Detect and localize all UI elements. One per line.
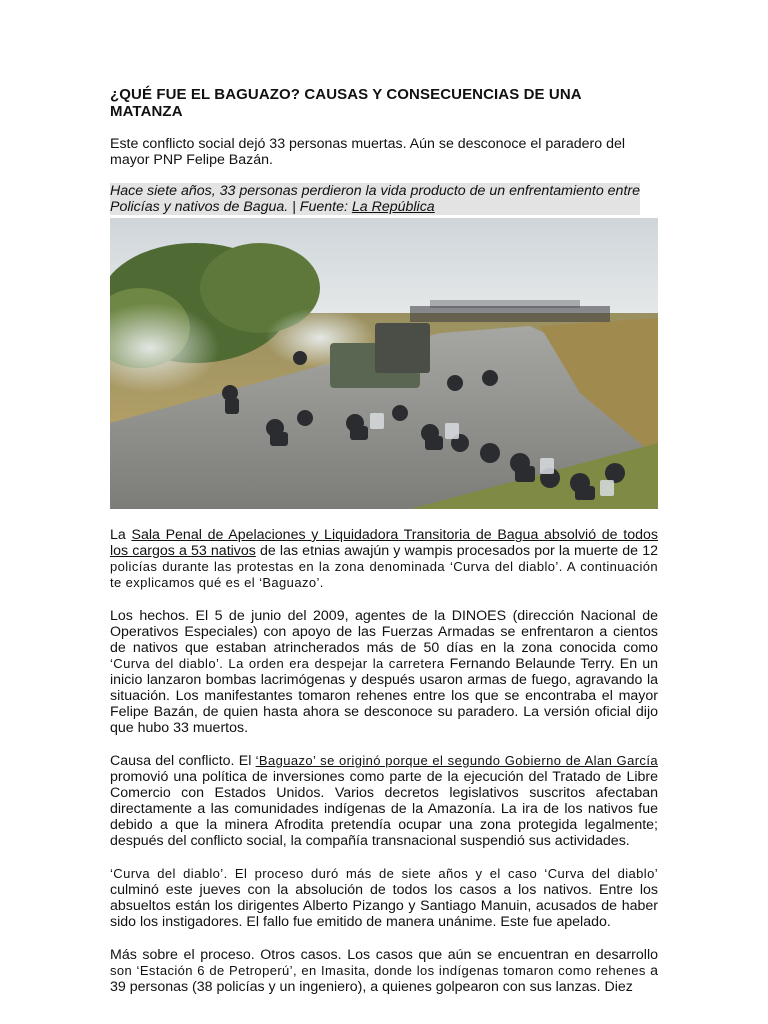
paragraph-1-text-c: policías durante las protestas en la zona denominada ‘Curva del diablo’. A continuación te explicamos qué es el ‘Baguazo’. [110,559,658,590]
paragraph-5-text-b: son ‘Estación 6 de Petroperú’, en Imasita, donde los indígenas tomaron como rehenes [110,963,646,978]
paragraph-2-text-a: Los hechos. El 5 de junio del 2009, agentes de la DINOES (dirección Nacional de Operativos Especiales) con apoyo de las Fuerzas Armadas se enfrentaron a cientos de nativos que estaban atrincherados más de 50 días en la zona conocida como [110,608,658,656]
paragraph-5-text-c: a 39 personas (38 policías y un ingeniero), a quienes golpearon con sus lanzas. Diez [110,963,658,995]
sala-penal-link[interactable]: Sala Penal de Apelaciones y Liquidadora Transitoria de Bagua absolvió de todos los cargos a 53 nativos [110,527,658,559]
paragraph-4-text-a: ‘Curva del diablo’. El proceso duró más de siete años y el caso ‘Curva del diablo’ [110,866,658,881]
paragraph-1-text-a: La [110,527,132,543]
paragraph-3-text-b: promovió una política de inversiones como parte de la ejecución del Tratado de Libre Comercio con Estados Unidos. Varios decretos legislativos suscritos afectaban directamente a las comunidades indígenas de la Amazonía. La ira de los nativos fue debido a que la minera Afrodita pretendía ocupar una zona protegida legalmente; después del conflicto social, la compañía transnacional suspendió sus actividades. [110,769,658,849]
caption-source-link[interactable]: La República [351,199,435,215]
paragraph-5-text-a: Más sobre el proceso. Otros casos. Los casos que aún se encuentran en desarrollo [110,947,658,963]
paragraph-4 [110,866,658,930]
paragraph-4-text-b: culminó este jueves con la absolución de todos los casos a los nativos. Entre los absueltos están los dirigentes Alberto Pizango y Santiago Manuin, acusados de haber sido los instigadores. El fallo fue emitido de manera unánime. Este fue apelado. [110,882,658,930]
article-title: ¿QUÉ FUE EL BAGUAZO? CAUSAS Y CONSECUENCIAS DE UNA MATANZA [110,86,582,120]
paragraph-2-text-b: ‘Curva del diablo’. La orden era despejar la carretera [110,656,450,671]
photo-caption [110,183,640,215]
article-photo [110,218,658,509]
article-lede: Este conflicto social dejó 33 personas muertas. Aún se desconoce el paradero del mayor PNP Felipe Bazán. [110,136,626,168]
paragraph-2 [110,608,658,736]
paragraph-3 [110,753,658,849]
paragraph-1 [110,527,658,591]
photo-crowd [410,300,610,322]
baguazo-link[interactable]: ‘Baguazo’ se originó porque el segundo Gobierno de Alan García [255,753,658,768]
caption-text: Hace siete años, 33 personas perdieron la vida producto de un enfrentamiento entre Policías y nativos de Bagua. | Fuente: [110,183,641,215]
paragraph-1-text-b: de las etnias awajún y wampis procesados por la muerte de 12 [255,543,658,559]
paragraph-5 [110,947,658,995]
paragraph-3-text-a: Causa del conflicto. El [110,753,256,769]
paragraph-2-text-c: Fernando Belaunde Terry. En un inicio lanzaron bombas lacrimógenas y después usaron armas de fuego, agravando la situación. Los manifestantes tomaron rehenes entre los que se encontraba el mayor Felipe Bazán, de quien hasta ahora se desconoce su paradero. La versión oficial dijo que hubo 33 muertos. [110,656,658,736]
article-body [110,86,658,995]
